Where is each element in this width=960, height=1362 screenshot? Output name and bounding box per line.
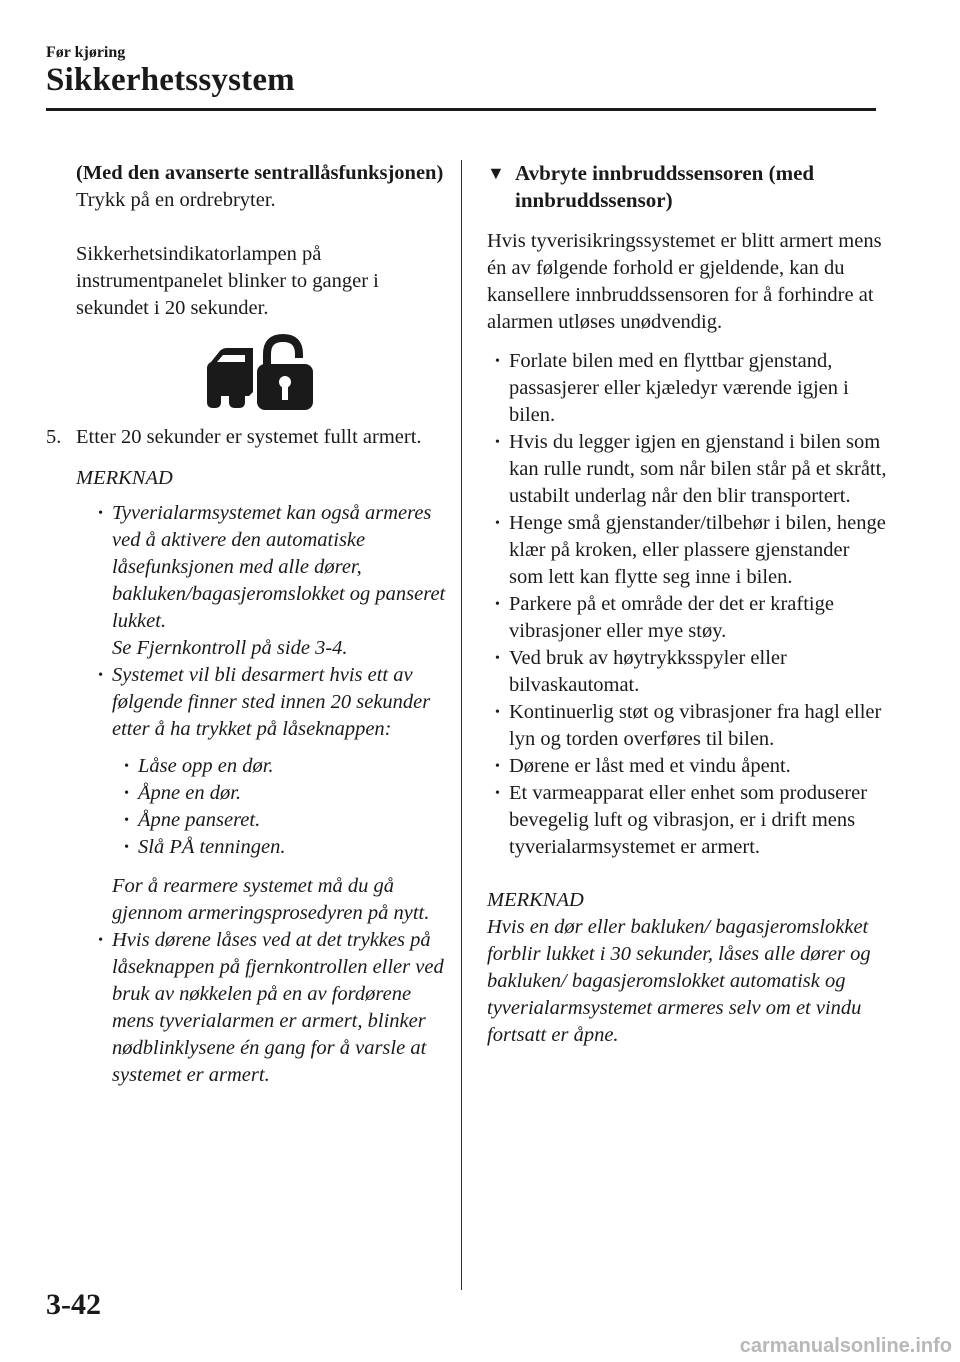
bullet-dot: •: [495, 786, 500, 801]
list-item: [98, 780, 446, 807]
watermark: carmanualsonline.info: [739, 1335, 952, 1357]
indicator-description: Sikkerhetsindikatorlampen på instrumentpanelet blinker to ganger i sekundet i 20 sekunder.: [76, 243, 379, 319]
note-text: Hvis en dør eller bakluken/ bagasjeromslokket forblir lukket i 30 sekunder, låses alle dører og bakluken/ bagasjeromslokket automatisk og tyverialarmsystemet armeres selv om et vindu fortsatt er åpne.: [487, 916, 871, 1046]
section-label: Før kjøring: [46, 44, 126, 61]
condition-list: [487, 348, 887, 861]
list-item: [487, 699, 887, 753]
bullet-dot: •: [495, 759, 500, 774]
list-item: [487, 510, 887, 591]
subbullet-text: Åpne panseret.: [138, 809, 261, 831]
list-item: [487, 348, 887, 429]
list-item: [487, 645, 887, 699]
list-item: [487, 429, 887, 510]
bullet-text: Tyverialarmsystemet kan også armeres ved å aktivere den automatiske låsefunksjonen med alle dører, bakluken/bagasjeromslokket og panseret lukket.: [112, 502, 446, 632]
bullet-dot: •: [495, 705, 500, 720]
bullet-dot: •: [98, 933, 103, 948]
header-divider: [46, 108, 876, 111]
step-5: [46, 424, 446, 451]
bullet-text: Ved bruk av høytrykksspyler eller bilvaskautomat.: [509, 647, 787, 696]
bullet-dot: •: [495, 435, 500, 450]
subbullet-text: Åpne en dør.: [138, 782, 242, 804]
bullet-dot: •: [124, 759, 129, 774]
bullet-dot: •: [98, 506, 103, 521]
subbullet-text: Låse opp en dør.: [138, 755, 274, 777]
instruction-text: Trykk på en ordrebryter.: [76, 189, 276, 211]
bullet-dot: •: [124, 786, 129, 801]
section-heading-text: Avbryte innbruddssensoren (med innbruddssensor): [515, 161, 815, 212]
list-item: [76, 500, 446, 662]
left-column: [46, 160, 446, 1089]
security-indicator-figure: [46, 332, 446, 416]
bullet-text: Et varmeapparat eller enhet som produserer bevegelig luft og vibrasjon, er i drift mens tyverialarmsystemet er armert.: [509, 782, 868, 858]
bullet-text: Hvis dørene låses ved at det trykkes på låseknappen på fjernkontrollen eller ved bruk av nøkkelen på en av fordørene mens tyverialarmen er armert, blinker nødblinklysene én gang for å varsle at systemet er armert.: [112, 929, 444, 1086]
bullet-text: Henge små gjenstander/tilbehør i bilen, henge klær på kroken, eller plassere gjenstander som lett kan flytte seg inne i bilen.: [509, 512, 886, 588]
bullet-dot: •: [495, 354, 500, 369]
list-item: [487, 591, 887, 645]
bullet-dot: •: [495, 516, 500, 531]
triangle-down-icon: ▼: [487, 163, 505, 183]
cross-reference: Se Fjernkontroll på side 3-4.: [112, 637, 348, 659]
page-title: Sikkerhetssystem: [46, 62, 295, 98]
list-item: [98, 753, 446, 780]
list-item: [487, 753, 887, 780]
subheading: (Med den avanserte sentrallåsfunksjonen): [76, 162, 444, 184]
step-number: 5.: [46, 426, 62, 448]
list-item: [98, 807, 446, 834]
list-item: [76, 662, 446, 743]
bullet-text: Hvis du legger igjen en gjenstand i bilen som kan rulle rundt, som når bilen står på et skrått, ustabilt underlag når den blir transportert.: [509, 431, 887, 507]
intro-text: Hvis tyverisikringssystemet er blitt armert mens én av følgende forhold er gjeldende, kan du kansellere innbruddssensoren for å forhindre at alarmen utløses unødvendig.: [487, 230, 882, 333]
bullet-text: Forlate bilen med en flyttbar gjenstand, passasjerer eller kjæledyr værende igjen i bilen.: [509, 350, 849, 426]
subbullet-text: Slå PÅ tenningen.: [138, 836, 286, 858]
bullet-text: Dørene er låst med et vindu åpent.: [509, 755, 791, 777]
bullet-text: Systemet vil bli desarmert hvis ett av følgende finner sted innen 20 sekunder etter å ha trykket på låseknappen:: [112, 664, 431, 740]
bullet-dot: •: [98, 668, 103, 683]
page-number: 3-42: [46, 1288, 101, 1321]
right-column: [487, 160, 887, 1049]
bullet-dot: •: [124, 840, 129, 855]
bullet-dot: •: [495, 597, 500, 612]
note-label: MERKNAD: [487, 889, 584, 911]
bullet-text: Kontinuerlig støt og vibrasjoner fra hagl eller lyn og torden overføres til bilen.: [509, 701, 882, 750]
note-label: MERKNAD: [76, 467, 173, 489]
list-item: [76, 927, 446, 1089]
list-item: [98, 834, 446, 861]
bullet-dot: •: [124, 813, 129, 828]
car-lock-icon: [205, 332, 317, 416]
bullet-dot: •: [495, 651, 500, 666]
list-item: [487, 780, 887, 861]
step-text: Etter 20 sekunder er systemet fullt armert.: [76, 426, 422, 448]
note-block: [46, 500, 446, 1089]
section-heading: [487, 160, 887, 214]
column-divider: [461, 160, 462, 1290]
bullet-text: Parkere på et område der det er kraftige vibrasjoner eller mye støy.: [509, 593, 834, 642]
rearm-text: For å rearmere systemet må du gå gjennom armeringsprosedyren på nytt.: [112, 875, 430, 924]
